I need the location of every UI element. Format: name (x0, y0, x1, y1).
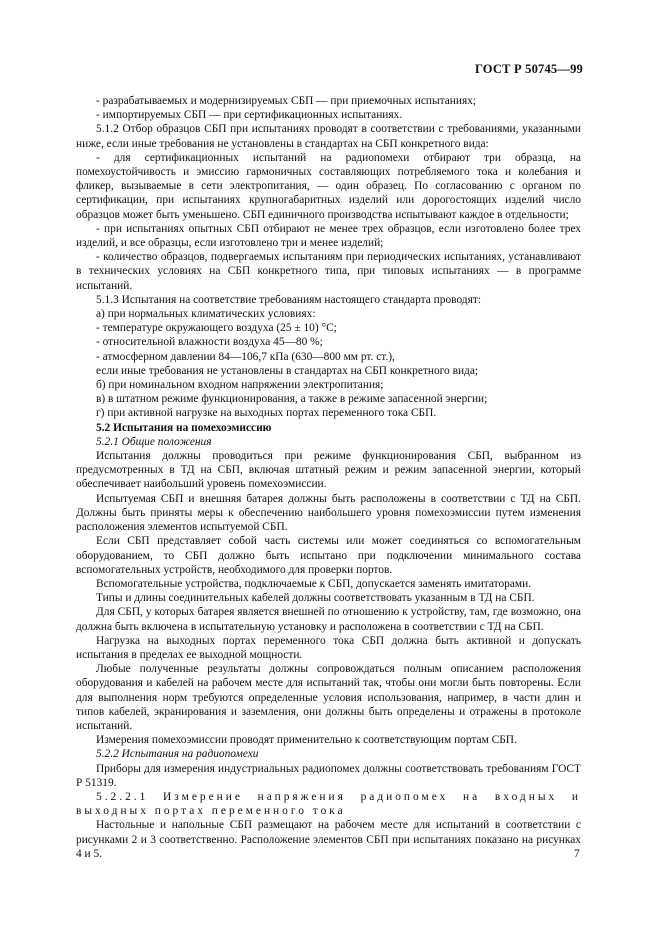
paragraph: Любые полученные результаты должны сопровождаться полным описанием расположения оборудования и кабелей на рабочем месте для испытаний так, чтобы они могли быть повторены. Если для выполнения норм требуются определенные условия использования, например, в части длин и типов кабелей, экранирования и заземления, они должны быть определены и отражены в протоколе испытаний. (76, 663, 581, 732)
subsection-heading: 5.2.2 Испытания на радиопомехи (96, 748, 259, 761)
list-item: - для сертификационных испытаний на радиопомехи отбирают три образца, на помехоустойчивость и эмиссию гармоничных составляющих потребляемого тока и колебания и фликер, вызываемые в сети электропитания, — один образец. По согласованию с органом по сертификации, при испытаниях крупногабаритных изделий или дорогостоящих изделий число образцов может быть уменьшено. СБП единичного производства испытывают каждое в отдельности; (76, 151, 581, 221)
paragraph: Вспомогательные устройства, подключаемые к СБП, допускается заменять имитаторами. (96, 577, 532, 590)
subsection-heading: 5.2.2.1 Измерение напряжения радиопомех на входных и выходных портах переменного тока (76, 790, 581, 818)
paragraph: Испытания должны проводиться при режиме функционирования СБП, выбранном из предусмотренных в ТД на СБП, включая штатный режим и режим запасенной энергии, который обеспечивает наибольший уровень помехоэмиссии. (76, 450, 581, 491)
section-heading: 5.2 Испытания на помехоэмиссию (96, 421, 272, 434)
list-item: - температуре окружающего воздуха (25 ± 10) °С; (96, 322, 337, 335)
list-item: если иные требования не установлены в стандартах на СБП конкретного вида; (96, 364, 479, 377)
list-item: - атмосферном давлении 84—106,7 кПа (630—800 мм рт. ст.), (96, 350, 395, 363)
list-item: - при испытаниях опытных СБП отбирают не менее трех образцов, если изготовлено более трех изделий, и все образцы, если изготовлено три и менее изделий; (76, 222, 581, 250)
paragraph: Типы и длины соединительных кабелей должны соответствовать указанным в ТД на СБП. (96, 592, 535, 605)
standard-header: ГОСТ Р 50745—99 (474, 62, 583, 76)
document-body (76, 94, 581, 861)
paragraph: Для СБП, у которых батарея является внешней по отношению к устройству, там, где возможно, она должна быть включена в испытательную установку и расположена в соответствии с ТД на СБП. (76, 606, 581, 633)
paragraph: Если СБП представляет собой часть системы или может соединяться со вспомогательным оборудованием, то СБП должно быть испытано при подключении минимального состава вспомогательных устройств, необходимого для проверки портов. (76, 535, 581, 576)
clause-5-1-3: 5.1.3 Испытания на соответствие требованиям настоящего стандарта проводят: (96, 293, 481, 306)
paragraph: Испытуемая СБП и внешняя батарея должны быть расположены в соответствии с ТД на СБП. Должны быть приняты меры к обеспечению наибольшего уровня помехоэмиссии путем изменения расположения элементов испытуемой СБП. (76, 492, 581, 534)
list-item: а) при нормальных климатических условиях: (96, 308, 316, 321)
list-item: - разрабатываемых и модернизируемых СБП — при приемочных испытаниях; (96, 95, 477, 107)
subsection-heading: 5.2.1 Общие положения (96, 435, 212, 448)
list-item: - импортируемых СБП — при сертификационных испытаниях. (96, 109, 403, 122)
clause-5-1-2: 5.1.2 Отбор образцов СБП при испытаниях проводят в соответствии с требованиями, указанными ниже, если иные требования не установлены в стандартах на СБП конкретного вида: (76, 123, 581, 150)
page-number: 7 (574, 848, 580, 860)
list-item: - количество образцов, подвергаемых испытаниям при периодических испытаниях, устанавливают в технических условиях на СБП конкретного типа, при типовых испытаниях — в программе испытаний. (76, 251, 581, 292)
paragraph: Нагрузка на выходных портах переменного тока СБП должна быть активной и допускать испытания в пределах ее выходной мощности. (76, 634, 581, 661)
list-item: б) при номинальном входном напряжении электропитания; (96, 379, 384, 392)
list-item: г) при активной нагрузке на выходных портах переменного тока СБП. (96, 407, 437, 420)
list-item: в) в штатном режиме функционирования, а также в режиме запасенной энергии; (96, 393, 488, 406)
paragraph: Измерения помехоэмиссии проводят применительно к соответствующим портам СБП. (96, 734, 517, 747)
paragraph: Настольные и напольные СБП размещают на рабочем месте для испытаний в соответствии с рисунками 2 и 3 соответственно. Расположение элементов СБП при испытаниях показано на рисунках 4 и 5. (76, 819, 581, 860)
paragraph: Приборы для измерения индустриальных радиопомех должны соответствовать требованиям ГОСТ Р 51319. (76, 762, 581, 789)
list-item: - относительной влажности воздуха 45—80 %; (96, 336, 323, 349)
